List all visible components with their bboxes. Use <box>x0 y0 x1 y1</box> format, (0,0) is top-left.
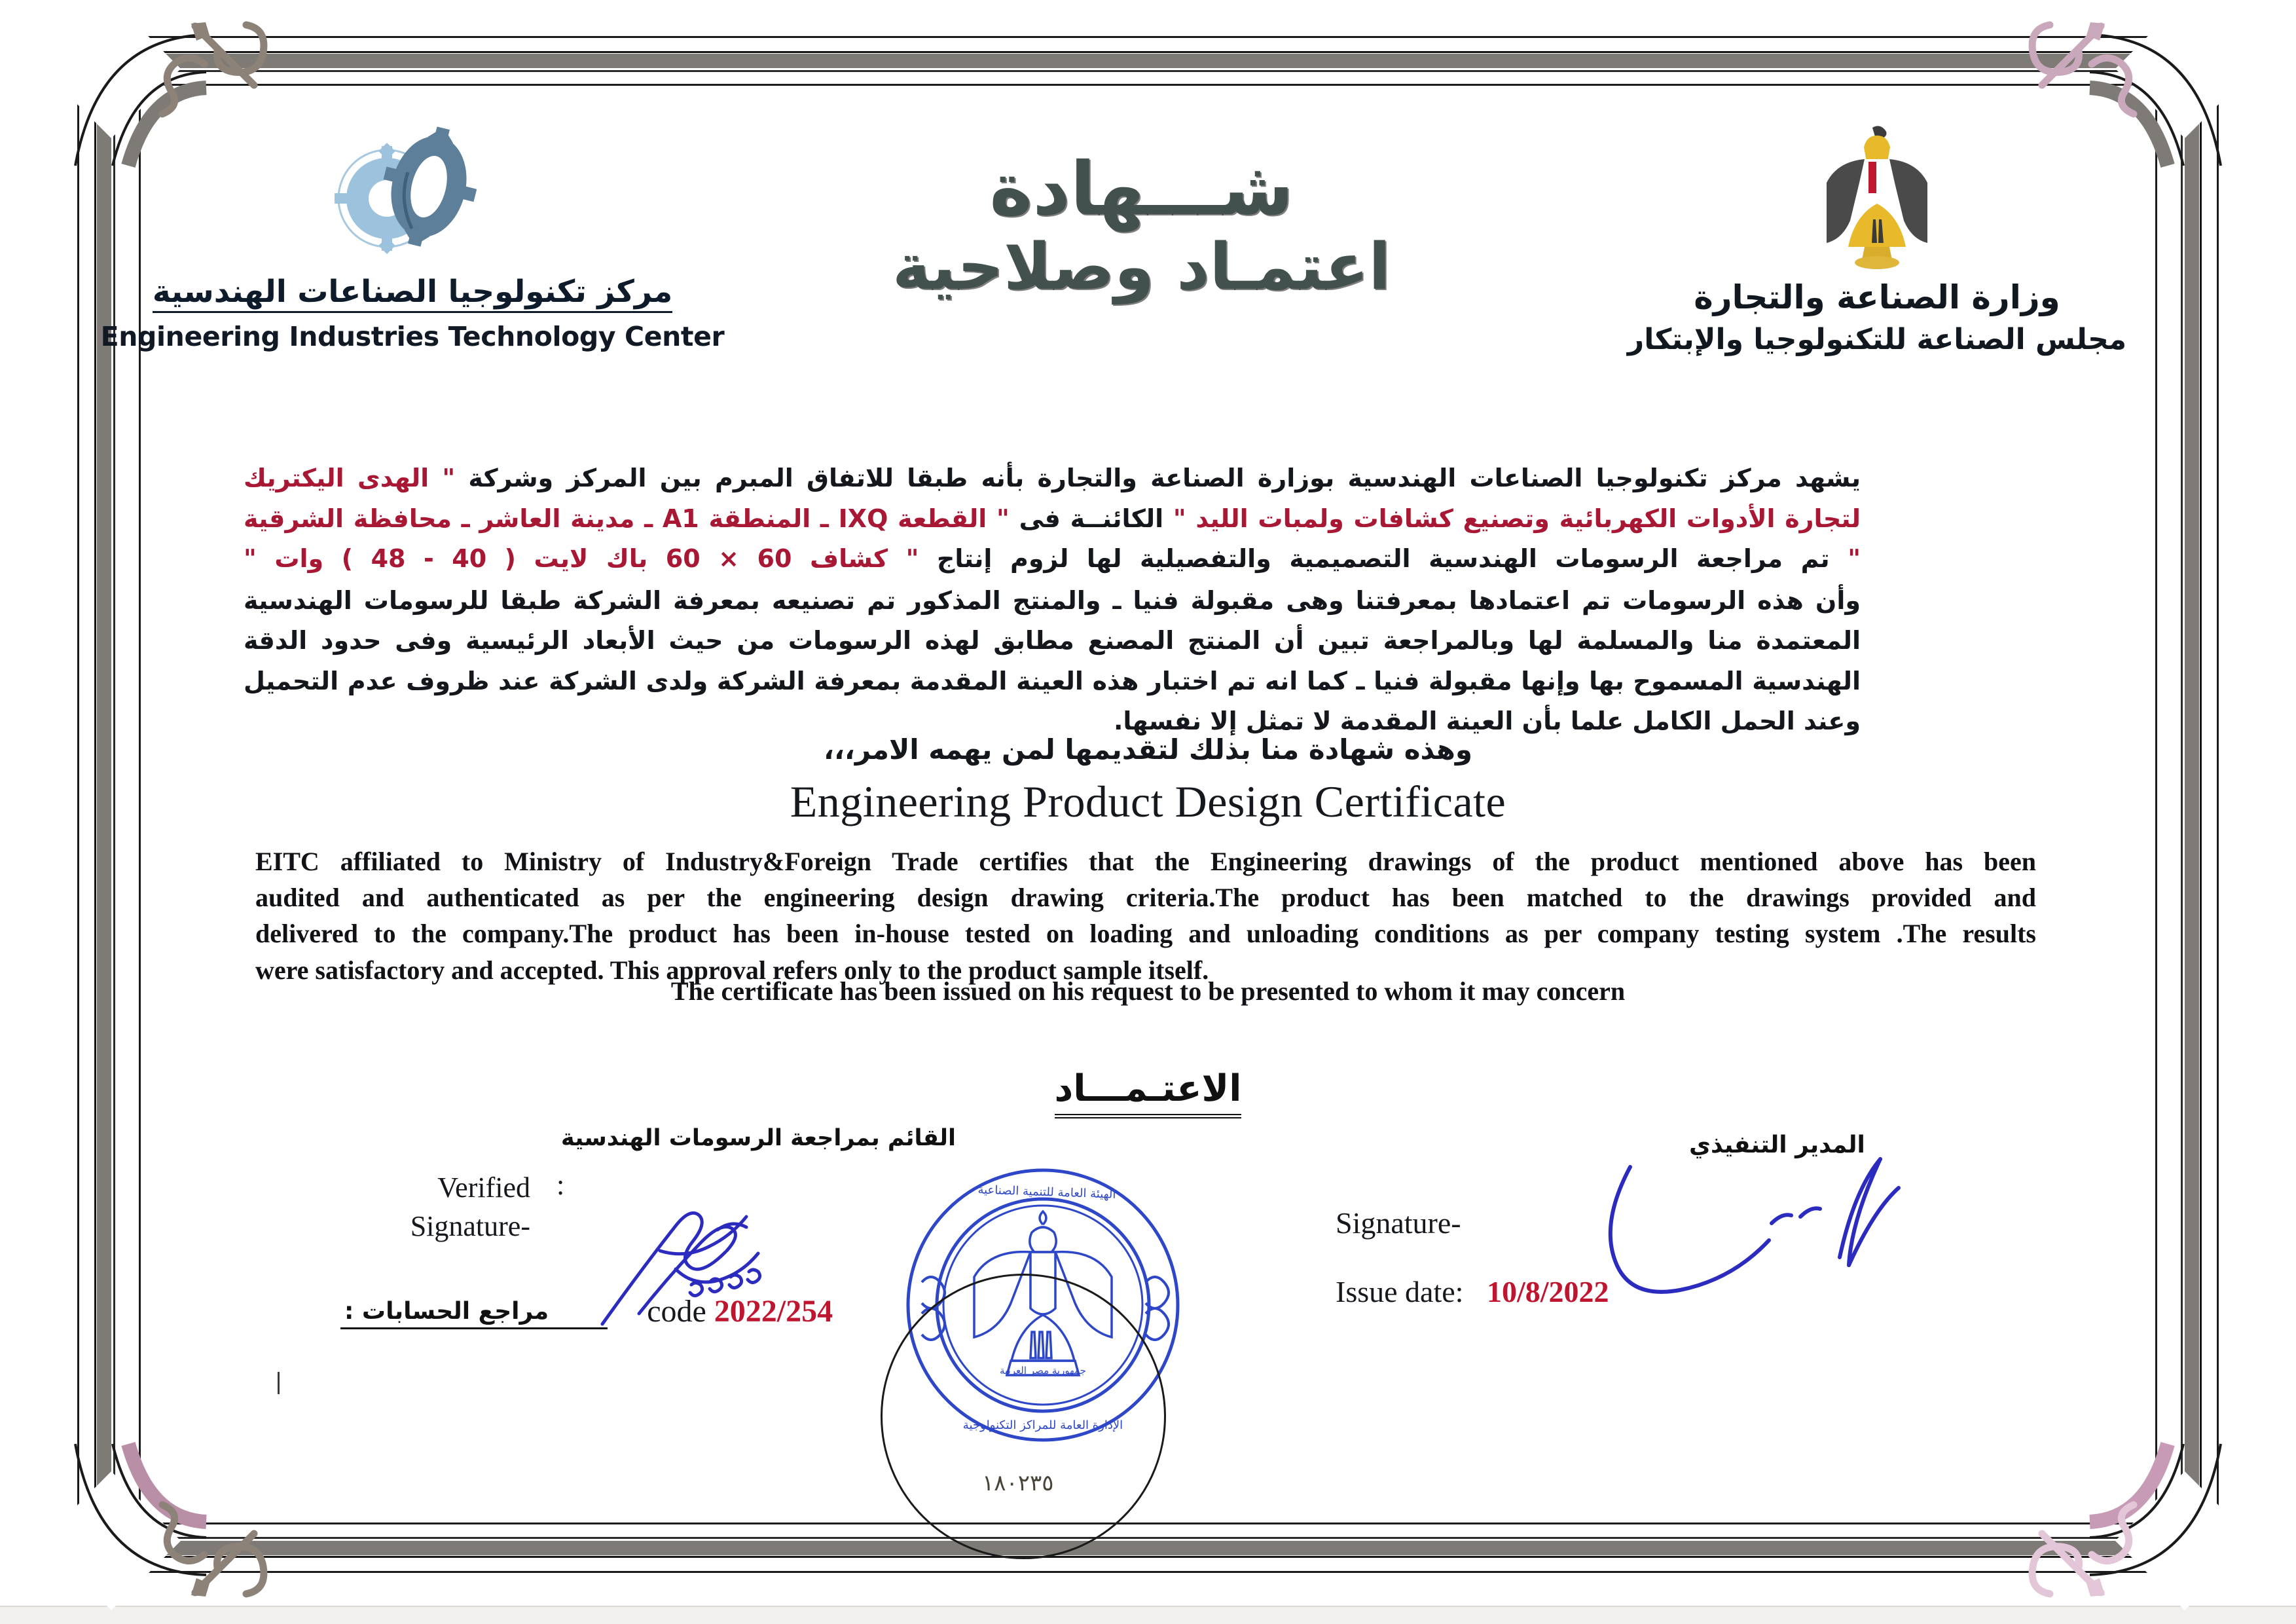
located-at-label: الكائنــة فى <box>1019 504 1164 533</box>
verifier-signature-block <box>367 1125 956 1246</box>
flourish-ornament-bottom-right <box>1988 1450 2178 1604</box>
egypt-eagle-of-saladin-emblem-icon <box>1808 121 1946 277</box>
executive-signature-block <box>1336 1132 1990 1309</box>
issue-date-label: Issue date: <box>1336 1275 1464 1308</box>
arabic-paragraph <box>244 458 1861 580</box>
code-and-auditor-row <box>340 1293 833 1329</box>
eitc-arabic-name: مركز تكنولوجيا الصناعات الهندسية <box>153 274 672 313</box>
title-line-2: اعتمـاد وصلاحية <box>892 229 1391 304</box>
company-address: " القطعة IXQ ـ المنطقة A1 ـ مدينة العاشر ـ محافظة الشرقية " <box>244 504 1861 574</box>
flourish-ornament-bottom-left <box>118 1450 308 1604</box>
ministry-block <box>1628 121 2126 356</box>
english-line-2: audited and authenticated as per the engineering design drawing criteria.The product has been matched to the drawings provided and <box>255 883 2036 913</box>
eitc-english-name: Engineering Industries Technology Center <box>100 321 725 353</box>
certificate-code <box>647 1293 833 1329</box>
certificate-title-block <box>798 121 1485 303</box>
scan-edge-strip <box>0 1606 2296 1624</box>
certificate-header <box>100 121 2127 383</box>
svg-text:جمهورية مصر العربية: جمهورية مصر العربية <box>1000 1365 1086 1376</box>
executive-signature-label: Signature- <box>1336 1206 1461 1240</box>
english-line-3: delivered to the company.The product has been in-house tested on loading and unloading conditions as per company testing system .The results <box>255 919 2036 949</box>
verifier-label-row <box>367 1168 956 1246</box>
handdrawn-pen-circle <box>881 1274 1166 1559</box>
executive-director-role: المدير التنفيذي <box>1689 1132 1865 1158</box>
drawings-review-intro: تم مراجعة الرسومات الهندسية التصميمية والتفصيلية لها لزوم إنتاج <box>936 544 1830 574</box>
margin-tick-mark <box>278 1372 280 1394</box>
svg-text:الهيئة العامة للتنمية الصناعية: الهيئة العامة للتنمية الصناعية <box>977 1183 1116 1202</box>
arabic-body-text <box>244 458 1861 743</box>
title-line-1: شـــهادة <box>989 147 1294 232</box>
issue-date-value: 10/8/2022 <box>1486 1275 1609 1308</box>
english-line-1: EITC affiliated to Ministry of Industry&Foreign Trade certifies that the Engineering drawings of the product mentioned above has been <box>255 847 2036 876</box>
verifier-role: القائم بمراجعة الرسومات الهندسية <box>560 1125 956 1151</box>
seal-handwritten-number: ١٨٠٢٣٥ <box>982 1470 1054 1496</box>
eitc-gear-eye-logo-icon <box>324 121 501 272</box>
product-description: " كشاف 60 × 60 باك لايت ( 40 - 48 ) وات " <box>244 544 919 574</box>
approval-heading-text: الاعتـمـــاد <box>1055 1067 1242 1118</box>
svg-text:الإدارة العامة للمراكز التكنول: الإدارة العامة للمراكز التكنولوجية <box>962 1418 1123 1432</box>
verified-signature-label: Verified Signature- <box>410 1172 530 1243</box>
english-line-4: were satisfactory and accepted. This approval refers only to the product sample itself. <box>255 955 1209 985</box>
english-certificate-title: Engineering Product Design Certificate <box>790 777 1506 826</box>
auditor-label: مراجع الحسابات : <box>340 1298 608 1329</box>
english-closing-line: The certificate has been issued on his request to be presented to whom it may concern <box>670 976 1626 1006</box>
arabic-paragraph-continued: وأن هذه الرسومات تم اعتمادها بمعرفتنا وهى مقبولة فنيا ـ والمنتج المذكور تم تصنيعه بمعرفة الشركة طبقا للرسومات الهندسية المعتمدة منا والمسلمة لها وبالمراجعة تبين أن المنتج المصنع مطابق لهذه الرسومات من حيث الأبعاد الرئيسية وفى حدود الدقة الهندسية المسموح بها وإنها مقبولة فنيا ـ كما انه تم اختبار هذه العينة المقدمة بمعرفة الشركة ولدى الشركة عند ظروف عدم التحميل وعند الحمل الكامل علما بأن العينة المقدمة لا تمثل إلا نفسها. <box>244 585 1861 736</box>
code-label: code <box>647 1294 706 1329</box>
company-name: " الهدى اليكتريك لتجارة الأدوات الكهربائية وتصنيع كشافات ولمبات الليد " <box>244 464 1861 533</box>
eitc-logo-block <box>100 121 725 353</box>
arabic-intro: يشهد مركز تكنولوجيا الصناعات الهندسية بوزارة الصناعة والتجارة بأنه طبقا للاتفاق المبرم بين المركز وشركة <box>468 464 1861 492</box>
arabic-closing-line: وهذه شهادة منا بذلك لتقديمها لمن يهمه الامر،،، <box>824 733 1472 766</box>
issue-date-row <box>1336 1274 1990 1309</box>
ministry-name: وزارة الصناعة والتجارة <box>1694 278 2060 316</box>
approval-heading <box>0 1067 2296 1110</box>
english-body-text <box>255 843 2036 988</box>
code-value: 2022/254 <box>714 1294 833 1329</box>
council-name: مجلس الصناعة للتكنولوجيا والإبتكار <box>1627 323 2127 356</box>
verifier-colon: : <box>556 1169 565 1201</box>
